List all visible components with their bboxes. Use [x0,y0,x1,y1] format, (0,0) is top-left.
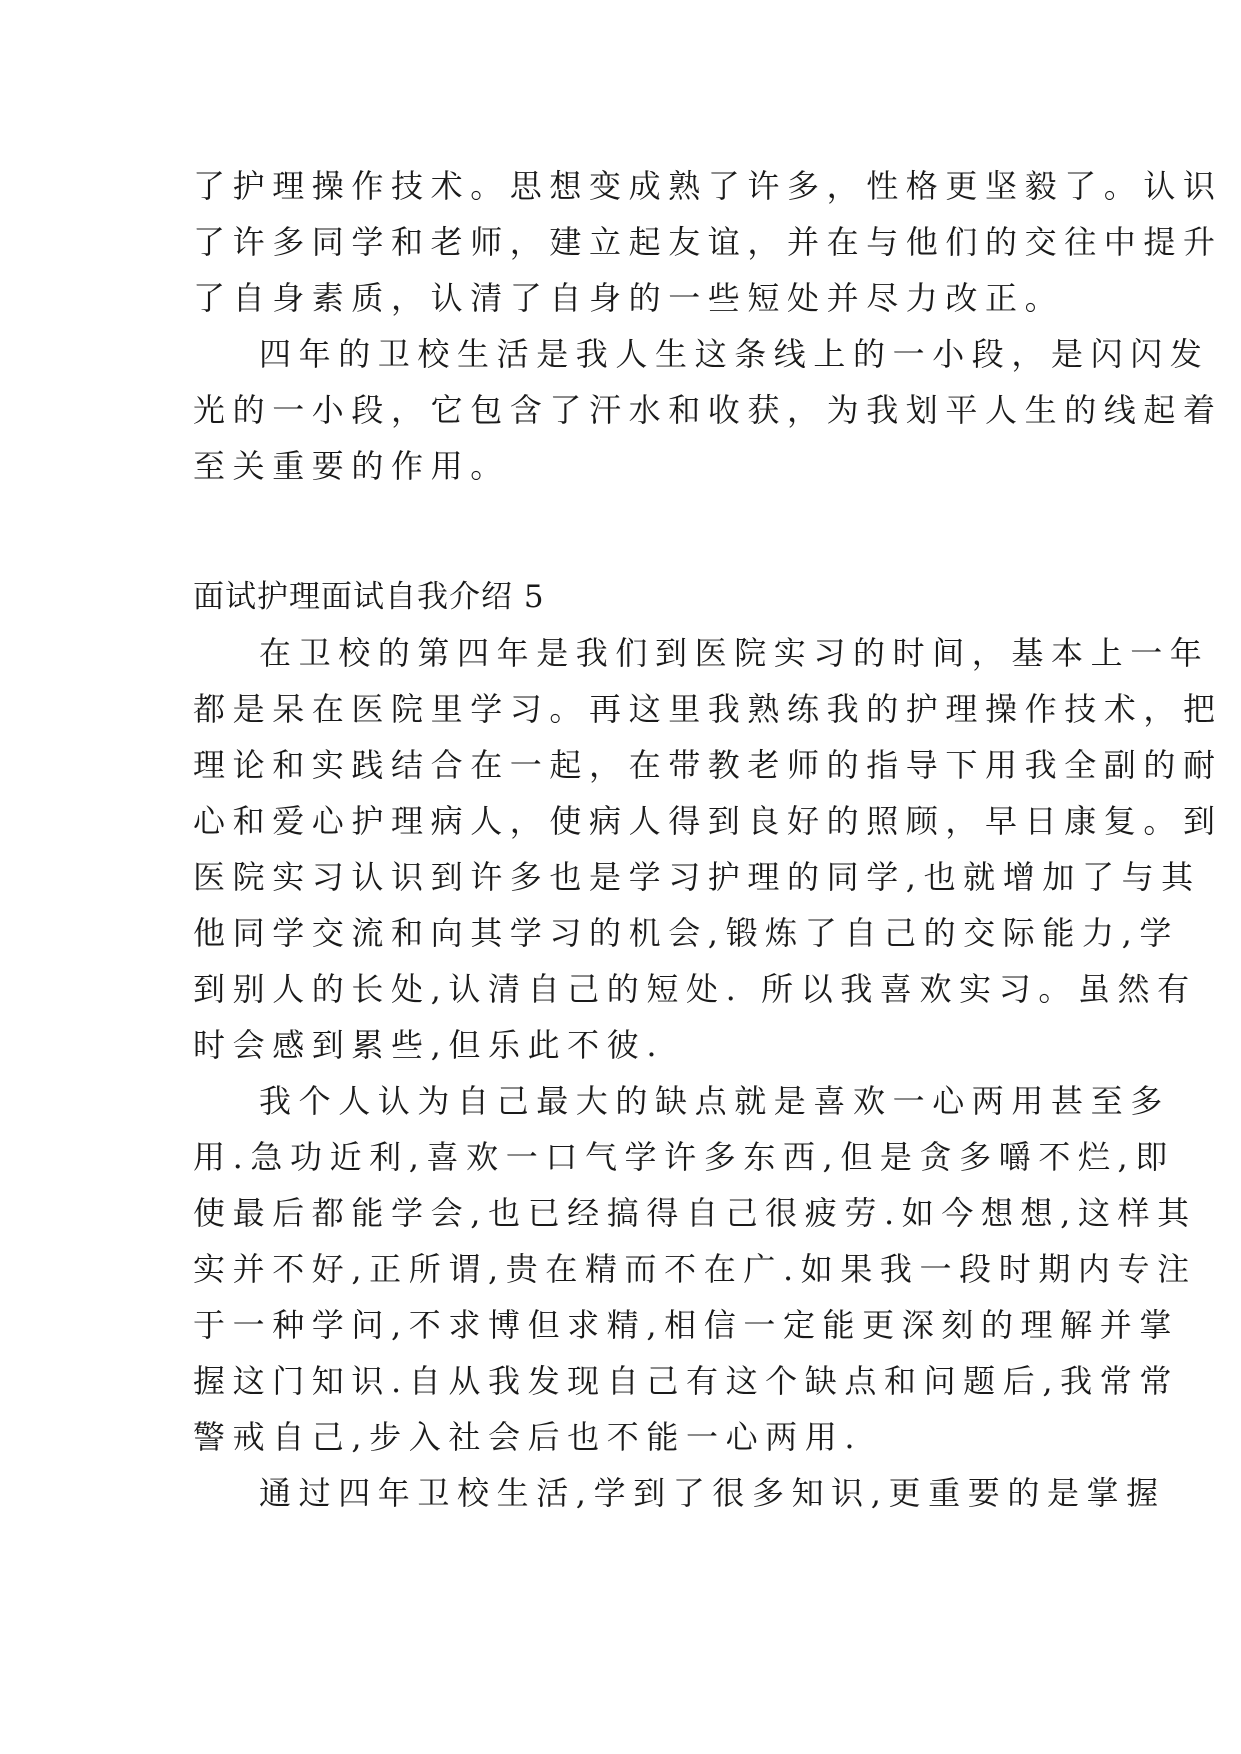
paragraph-continued [193,158,1223,326]
text-line: 心和爱心护理病人，使病人得到良好的照顾，早日康复。到 [193,802,1223,840]
section-title: 面试护理面试自我介绍 5 [193,579,545,615]
text-line: 至关重要的作用。 [193,447,510,485]
paragraph-closing [193,1465,1166,1521]
text-line: 使最后都能学会,也已经搞得自己很疲劳.如今想想,这样其 [193,1194,1197,1232]
text-line: 四年的卫校生活是我人生这条线上的一小段，是闪闪发 [259,335,1210,373]
text-line: 时会感到累些,但乐此不彼. [193,1026,665,1064]
paragraph-shortcoming [193,1073,1197,1465]
text-line: 实并不好,正所谓,贵在精而不在广.如果我一段时期内专注 [193,1250,1197,1288]
text-line: 通过四年卫校生活,学到了很多知识,更重要的是掌握 [259,1474,1166,1512]
text-line: 了护理操作技术。思想变成熟了许多，性格更坚毅了。认识 [193,167,1223,205]
text-line: 理论和实践结合在一起，在带教老师的指导下用我全副的耐 [193,746,1223,784]
text-line: 了自身素质，认清了自身的一些短处并尽力改正。 [193,279,1065,317]
text-line: 警戒自己,步入社会后也不能一心两用. [193,1418,863,1456]
text-line: 光的一小段，它包含了汗水和收获，为我划平人生的线起着 [193,391,1223,429]
document-page [193,158,1223,1521]
text-line: 都是呆在医院里学习。再这里我熟练我的护理操作技术，把 [193,690,1223,728]
paragraph-internship [193,625,1223,1073]
text-line: 他同学交流和向其学习的机会,锻炼了自己的交际能力,学 [193,914,1179,952]
text-line: 我个人认为自己最大的缺点就是喜欢一心两用甚至多 [259,1082,1170,1120]
text-line: 用.急功近利,喜欢一口气学许多东西,但是贪多嚼不烂,即 [193,1138,1175,1176]
paragraph-summary [193,326,1223,494]
text-line: 医院实习认识到许多也是学习护理的同学,也就增加了与其 [193,858,1201,896]
text-line: 于一种学问,不求博但求精,相信一定能更深刻的理解并掌 [193,1306,1179,1344]
section-spacer [193,494,1049,569]
text-line: 了许多同学和老师，建立起友谊，并在与他们的交往中提升 [193,223,1223,261]
text-line: 在卫校的第四年是我们到医院实习的时间，基本上一年 [259,634,1210,672]
text-line: 握这门知识.自从我发现自己有这个缺点和问题后,我常常 [193,1362,1179,1400]
text-line: 到别人的长处,认清自己的短处. 所以我喜欢实习。虽然有 [193,970,1197,1008]
